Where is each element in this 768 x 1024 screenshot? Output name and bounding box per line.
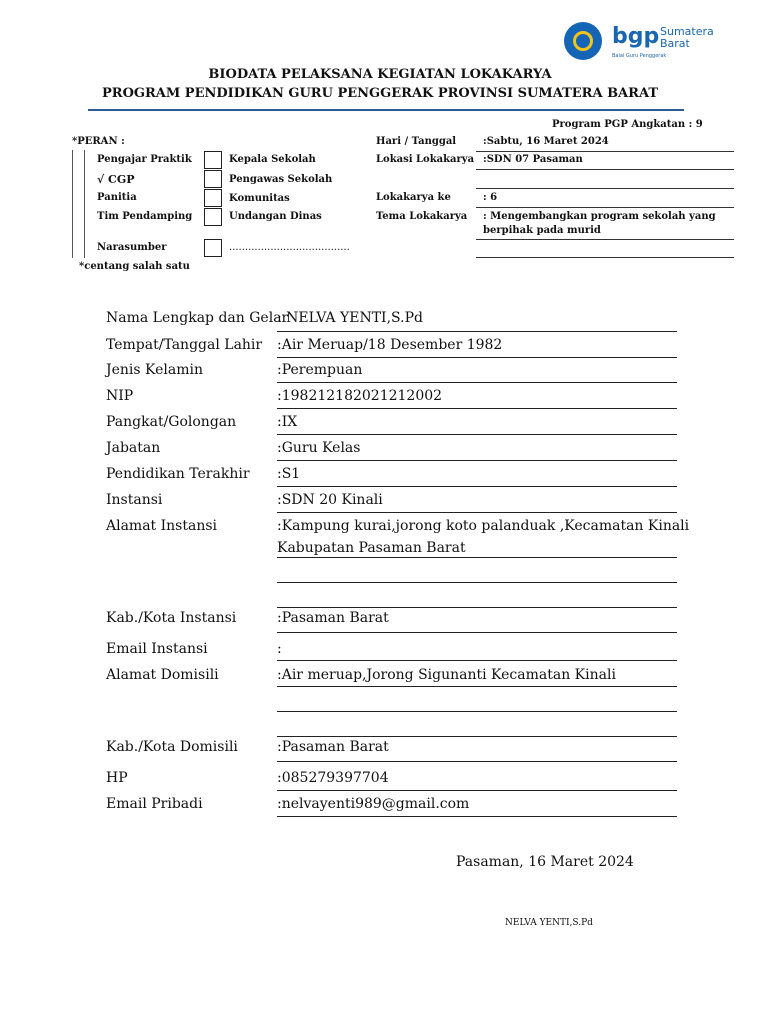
hari-tanggal-underline <box>476 151 734 152</box>
nama-value: : NELVA YENTI,S.Pd <box>277 310 423 326</box>
kab-instansi-underline <box>277 632 677 633</box>
lokakarya-ke-label: Lokakarya ke <box>376 192 451 203</box>
place-date: Pasaman, 16 Maret 2024 <box>456 854 634 870</box>
logo-tagline: Balai Guru Penggerak <box>612 53 667 59</box>
logo-region-line2: Barat <box>660 37 690 50</box>
peran-option-pengawas-sekolah: Pengawas Sekolah <box>229 174 333 185</box>
instansi-underline <box>277 512 677 513</box>
pangkat-value: :IX <box>277 414 298 430</box>
peran-heading: *PERAN : <box>72 136 125 147</box>
checkbox-other[interactable] <box>204 239 222 257</box>
tut-wuri-handayani-emblem-icon <box>564 22 602 60</box>
ttl-value: :Air Meruap/18 Desember 1982 <box>277 337 503 353</box>
pendidikan-label: Pendidikan Terakhir <box>106 466 250 482</box>
document-title-line1: BIODATA PELAKSANA KEGIATAN LOKAKARYA <box>208 67 552 82</box>
pangkat-underline <box>277 434 677 435</box>
kab-domisili-underline <box>277 761 677 762</box>
checkbox-undangan-dinas[interactable] <box>204 208 222 226</box>
title-divider <box>88 109 684 111</box>
ttl-underline <box>277 357 677 358</box>
peran-option-narasumber: Narasumber <box>97 242 167 253</box>
kab-domisili-value: :Pasaman Barat <box>277 739 389 755</box>
jenis-kelamin-underline <box>277 382 677 383</box>
alamat-instansi-underline <box>277 557 677 558</box>
checkbox-komunitas[interactable] <box>204 189 222 207</box>
tema-underline <box>476 239 734 240</box>
nip-value: :198212182021212002 <box>277 388 443 404</box>
jabatan-value: :Guru Kelas <box>277 440 361 456</box>
peran-option-undangan-dinas: Undangan Dinas <box>229 211 322 222</box>
instansi-value: :SDN 20 Kinali <box>277 492 383 508</box>
alamat-domisili-blank-line-2 <box>277 736 677 737</box>
peran-inner-border <box>84 150 85 258</box>
hp-value: :085279397704 <box>277 770 389 786</box>
nip-underline <box>277 408 677 409</box>
peran-note: *centang salah satu <box>79 261 190 272</box>
program-angkatan: Program PGP Angkatan : 9 <box>552 119 703 130</box>
kab-instansi-label: Kab./Kota Instansi <box>106 610 237 626</box>
signature-name: NELVA YENTI,S.Pd <box>505 918 593 928</box>
tema-value-line2: berpihak pada murid <box>483 225 601 236</box>
peran-option-other: ...................................... <box>229 242 350 253</box>
hari-tanggal-value: :Sabtu, 16 Maret 2024 <box>483 136 609 147</box>
alamat-domisili-label: Alamat Domisili <box>106 667 219 683</box>
hari-tanggal-label: Hari / Tanggal <box>376 136 457 147</box>
nama-underline <box>277 331 677 332</box>
hp-label: HP <box>106 770 128 786</box>
peran-option-tim-pendamping: Tim Pendamping <box>97 211 193 222</box>
alamat-instansi-value-line2: Kabupatan Pasaman Barat <box>277 540 466 556</box>
blank-underline-2 <box>476 257 734 258</box>
alamat-instansi-label: Alamat Instansi <box>106 518 218 534</box>
jenis-kelamin-label: Jenis Kelamin <box>106 362 203 378</box>
jabatan-underline <box>277 460 677 461</box>
alamat-instansi-blank-line-2 <box>277 607 677 608</box>
lokasi-underline <box>476 169 734 170</box>
checkbox-kepala-sekolah[interactable] <box>204 151 222 169</box>
kab-instansi-value: :Pasaman Barat <box>277 610 389 626</box>
kab-domisili-label: Kab./Kota Domisili <box>106 739 238 755</box>
hp-underline <box>277 790 677 791</box>
alamat-instansi-blank-line <box>277 582 677 583</box>
alamat-domisili-underline <box>277 686 677 687</box>
bgp-logo <box>564 20 724 66</box>
email-pribadi-label: Email Pribadi <box>106 796 203 812</box>
nip-label: NIP <box>106 388 134 404</box>
jenis-kelamin-value: :Perempuan <box>277 362 363 378</box>
pendidikan-value: :S1 <box>277 466 301 482</box>
alamat-instansi-value-line1: :Kampung kurai,jorong koto palanduak ,Kecamatan Kinali <box>277 518 690 534</box>
logo-region-line1: Sumatera <box>660 25 714 38</box>
email-pribadi-value: :nelvayenti989@gmail.com <box>277 796 470 812</box>
pangkat-label: Pangkat/Golongan <box>106 414 237 430</box>
email-instansi-underline <box>277 660 677 661</box>
lokasi-value: :SDN 07 Pasaman <box>483 154 583 165</box>
peran-option-panitia: Panitia <box>97 192 137 203</box>
blank-underline-1 <box>476 188 734 189</box>
peran-option-cgp: √ CGP <box>97 173 135 186</box>
document-title-line2: PROGRAM PENDIDIKAN GURU PENGGERAK PROVINSI SUMATERA BARAT <box>102 86 658 101</box>
logo-region <box>660 26 714 50</box>
peran-left-border <box>72 150 73 258</box>
checkbox-pengawas-sekolah[interactable] <box>204 170 222 188</box>
tema-label: Tema Lokakarya <box>376 211 468 222</box>
tema-value-line1: : Mengembangkan program sekolah yang <box>483 211 716 222</box>
pendidikan-underline <box>277 486 677 487</box>
ttl-label: Tempat/Tanggal Lahir <box>106 337 263 353</box>
alamat-domisili-value: :Air meruap,Jorong Sigunanti Kecamatan Kinali <box>277 667 616 683</box>
nama-label: Nama Lengkap dan Gelar <box>106 310 289 326</box>
email-pribadi-underline <box>277 816 677 817</box>
peran-option-komunitas: Komunitas <box>229 193 290 204</box>
alamat-domisili-blank-line <box>277 711 677 712</box>
email-instansi-label: Email Instansi <box>106 641 208 657</box>
lokakarya-ke-value: : 6 <box>483 192 498 203</box>
lokakarya-ke-underline <box>476 207 734 208</box>
instansi-label: Instansi <box>106 492 163 508</box>
email-instansi-value: : <box>277 641 282 657</box>
peran-option-kepala-sekolah: Kepala Sekolah <box>229 154 316 165</box>
lokasi-label: Lokasi Lokakarya <box>376 154 475 165</box>
logo-brand: bgp <box>612 24 660 49</box>
peran-option-pengajar-praktik: Pengajar Praktik <box>97 154 192 165</box>
jabatan-label: Jabatan <box>106 440 161 456</box>
